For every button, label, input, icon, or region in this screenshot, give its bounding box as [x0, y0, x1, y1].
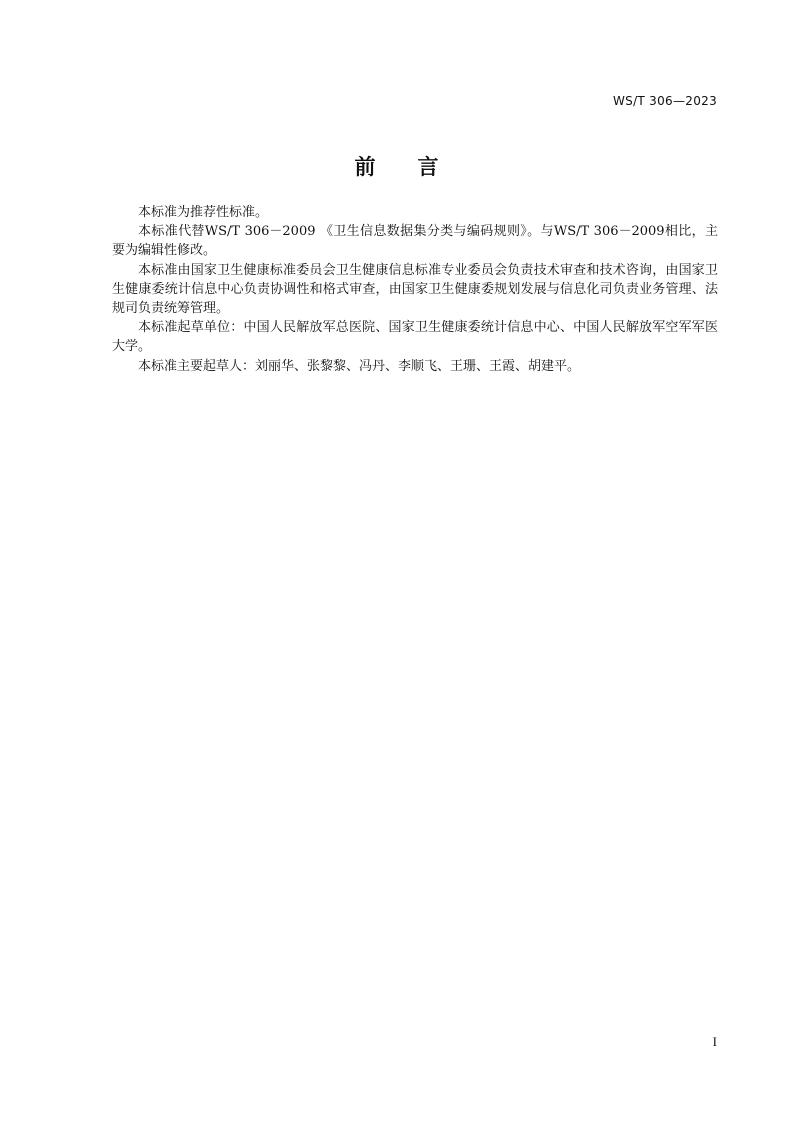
paragraph-recommended: 本标准为推荐性标准。: [138, 205, 269, 220]
title-char-2: 言: [417, 155, 439, 179]
paragraph-review: 本标准由国家卫生健康标准委员会卫生健康信息标准专业委员会负责技术审查和技术咨询，由国家卫生健康委统计信息中心负责协调性和格式审查，由国家卫生健康委规划发展与信息化司负责业务管理、法规司负责统筹管理。: [112, 262, 718, 317]
foreword-body: [112, 203, 718, 376]
standard-code-header: WS/T 306—2023: [612, 94, 717, 108]
page-number: I: [712, 1034, 717, 1049]
title-char-1: 前: [354, 155, 376, 179]
paragraph-drafters: 本标准主要起草人：刘丽华、张黎黎、冯丹、李顺飞、王珊、王霞、胡建平。: [138, 358, 581, 374]
page-title: [0, 151, 793, 181]
paragraph-replaces: 本标准代替WS/T 306－2009 《卫生信息数据集分类与编码规则》。与WS/T 306－2009相比，主要为编辑性修改。: [112, 224, 718, 259]
paragraph-drafting-units: 本标准起草单位：中国人民解放军总医院、国家卫生健康委统计信息中心、中国人民解放军空军军医大学。: [112, 320, 718, 355]
